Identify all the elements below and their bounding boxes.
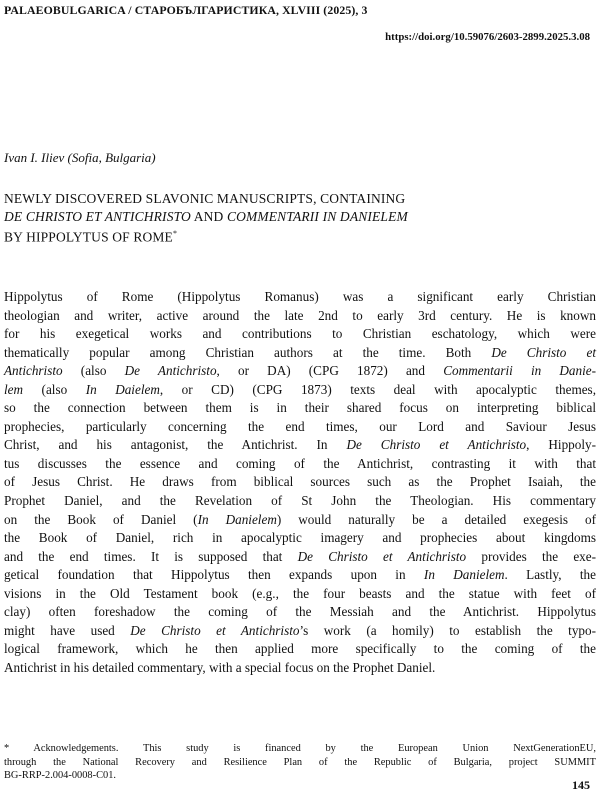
body-line: Hippolytus of Rome (Hippolytus Romanus) was a significant early Christian	[4, 289, 596, 304]
body-text: , Hippoly-	[526, 437, 597, 453]
body-line: visions in the Old Testament book (e.g., the four beasts and the statue with feet of	[4, 585, 596, 601]
page-number: 145	[572, 778, 590, 792]
footnote-line: * Acknowledgements. This study is financed by the European Union NextGenerationEU,	[4, 743, 596, 754]
body-line	[4, 511, 596, 530]
body-text: on the Book of Daniel (	[4, 511, 198, 527]
body-italic: De Christo et	[491, 344, 596, 360]
title-work-1: DE CHRISTO ET ANTICHRISTO	[4, 208, 191, 224]
body-text: ) would naturally be a detailed exegesis of	[276, 511, 597, 527]
body-line: prophecies, particularly concerning the end times, our Lord and Saviour Jesus	[4, 418, 596, 434]
body-text: , or CD) (CPG 1873) texts deal with apocalyptic themes,	[159, 381, 596, 397]
body-italic: In Daielem	[85, 381, 160, 397]
body-line: tus discusses the essence and coming of the Antichrist, contrasting it with that	[4, 455, 596, 471]
body-italic: In Danielem	[197, 511, 277, 527]
article-title	[4, 190, 596, 246]
body-italic: De Christo et Antichristo	[297, 548, 467, 564]
body-line: Antichrist in his detailed commentary, with a special focus on the Prophet Daniel.	[4, 659, 436, 675]
body-text: (also	[62, 363, 125, 379]
body-text: Christ, and his antagonist, the Antichrist. In	[4, 437, 328, 453]
footnote	[4, 742, 596, 783]
body-italic: In Danielem	[423, 567, 505, 583]
body-text: (also	[23, 381, 86, 397]
title-line-2	[4, 208, 596, 226]
body-text: and the end times. It is supposed that	[4, 548, 283, 564]
body-line	[4, 622, 596, 641]
body-italic: lem	[4, 381, 24, 397]
body-text: provides the exe-	[466, 548, 597, 564]
title-conjunction: AND	[190, 208, 227, 224]
body-italic: Antichristo	[4, 363, 63, 379]
body-line: clay) often foreshadow the coming of the Messiah and the Antichrist. Hippolytus	[4, 604, 596, 620]
body-line: logical framework, which he then applied more specifically to the coming of the	[4, 641, 596, 657]
journal-header: PALAEOBULGARICA / СТАРОБЪЛГАРИСТИКА, XLVIII (2025), 3	[4, 3, 368, 17]
title-line-1: NEWLY DISCOVERED SLAVONIC MANUSCRIPTS, CONTAINING	[4, 191, 406, 206]
body-line	[4, 436, 596, 455]
body-text: ’s work (a homily) to establish the typo-	[299, 622, 597, 638]
body-text: thematically popular among Christian authors at the time. Both	[4, 344, 472, 360]
body-text: , or DA) (CPG 1872) and	[216, 363, 425, 379]
body-line	[4, 566, 596, 585]
body-italic: De Christo et Antichristo	[130, 622, 300, 638]
body-line	[4, 362, 596, 381]
footnote-line: through the National Recovery and Resilience Plan of the Republic of Bulgaria, project SUMMIT	[4, 756, 596, 768]
body-italic: De Antichristo	[124, 363, 217, 379]
body-line: of Jesus Christ. He draws from biblical sources such as the Prophet Isaiah, the	[4, 474, 596, 490]
body-paragraph	[4, 288, 596, 677]
body-italic: Commentarii in Danie-	[443, 363, 597, 379]
title-work-2: COMMENTARII IN DANIELEM	[226, 208, 408, 224]
body-text: might have used	[4, 622, 115, 638]
body-text: getical foundation that Hippolytus then expands upon in	[4, 567, 406, 583]
body-line: so the connection between them is in their shared focus on interpreting biblical	[4, 400, 596, 416]
body-text: . Lastly, the	[504, 567, 596, 583]
body-line	[4, 344, 596, 363]
author-line: Ivan I. Iliev (Sofia, Bulgaria)	[4, 150, 156, 165]
body-line	[4, 548, 596, 567]
footnote-mark[interactable]: *	[172, 229, 178, 238]
body-line: for his exegetical works and contributions to Christian eschatology, which were	[4, 326, 596, 342]
body-line: Prophet Daniel, and the Revelation of St John the Theologian. His commentary	[4, 493, 596, 509]
body-line: theologian and writer, active around the late 2nd to early 3rd century. He is known	[4, 307, 596, 323]
title-line-3	[4, 225, 596, 246]
body-line	[4, 381, 596, 400]
body-italic: De Christo et Antichristo	[346, 437, 527, 453]
title-author-phrase: BY HIPPOLYTUS OF ROME	[4, 229, 173, 245]
footnote-line: BG-RRP-2.004-0008-C01.	[4, 770, 116, 781]
body-line: the Book of Daniel, rich in apocalyptic imagery and prophecies about kingdoms	[4, 530, 596, 546]
doi-link[interactable]: https://doi.org/10.59076/2603-2899.2025.3.08	[385, 31, 590, 43]
